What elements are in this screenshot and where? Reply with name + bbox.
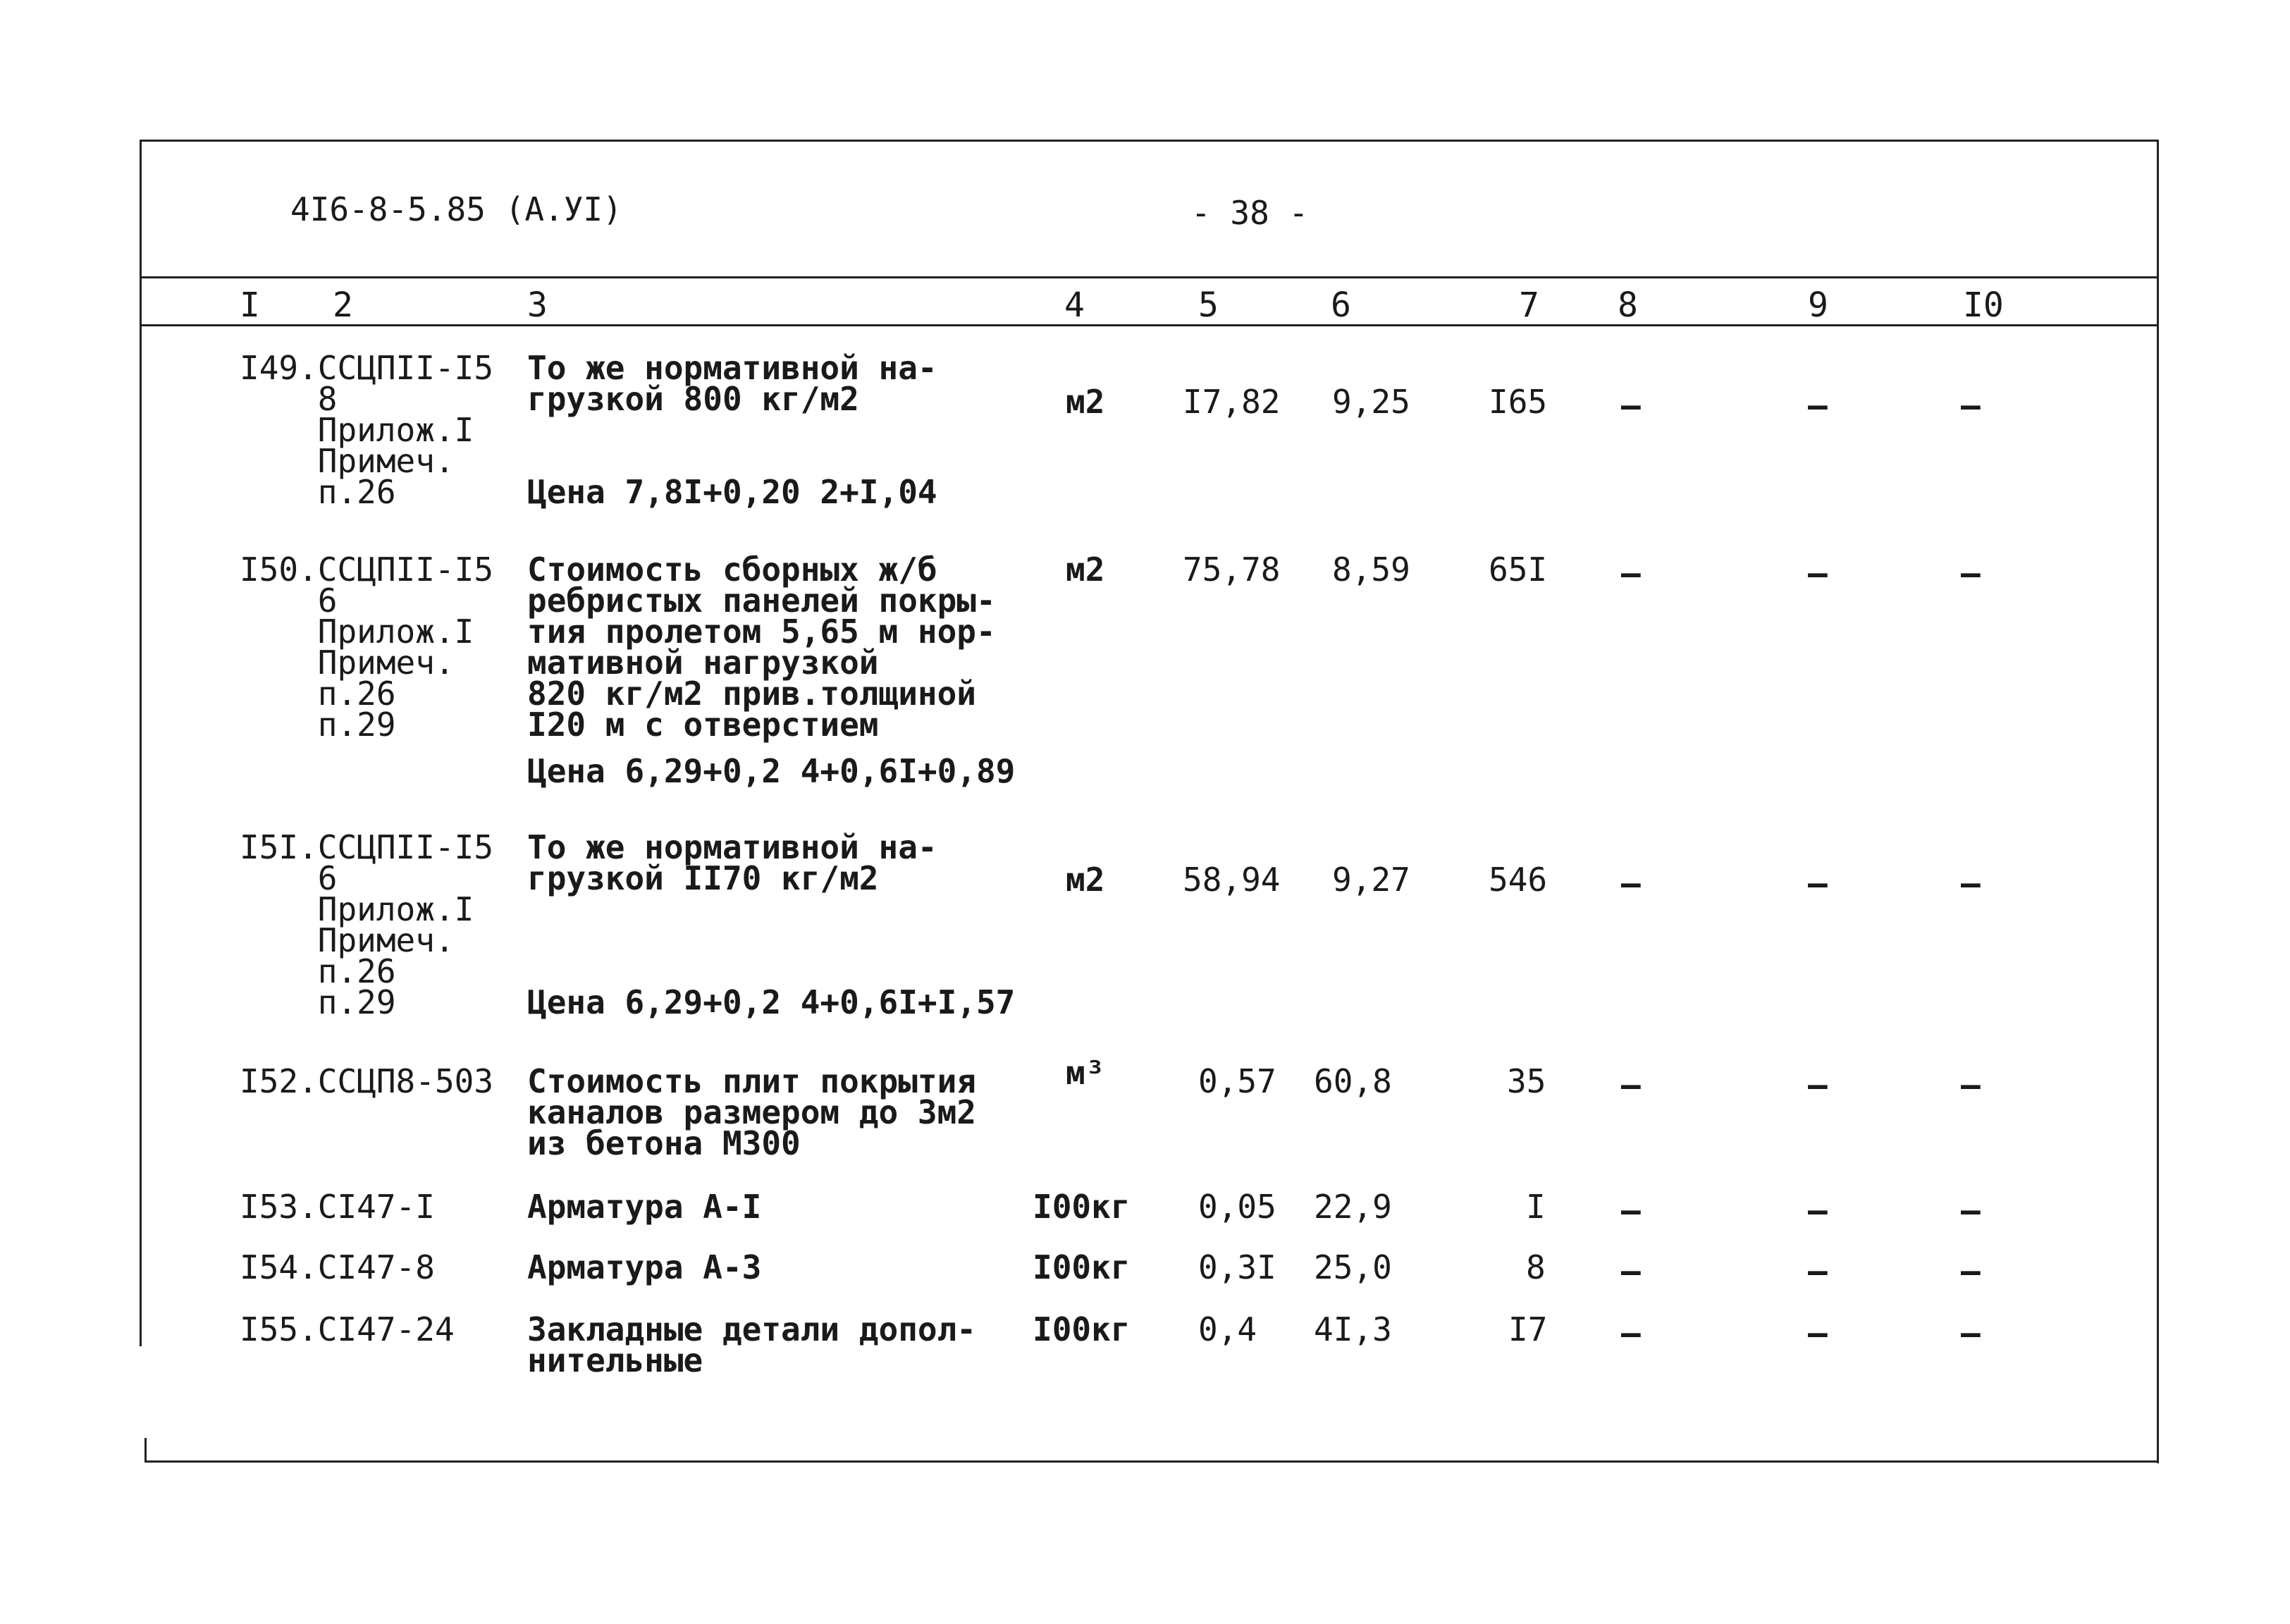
column-header-separator [140,324,2158,326]
row-151-description: То же нормативной на- грузкой II70 кг/м2 [527,828,937,897]
row-151-col6: 9,27 [1332,861,1410,899]
header-separator [140,276,2158,278]
row-149-col5: I7,82 [1183,383,1281,421]
row-152-col8: – [1621,1066,1641,1104]
row-153-col10: – [1961,1191,1981,1229]
row-154-code: I54.CI47-8 [240,1248,435,1286]
row-149-col7: I65 [1489,383,1548,421]
row-153-col8: – [1621,1191,1641,1229]
row-154-col8: – [1621,1252,1641,1290]
column-header-7: 7 [1519,285,1539,325]
row-153-code: I53.CI47-I [240,1188,435,1226]
frame-bottom-left-mark [144,1438,147,1463]
row-149-col10: – [1961,386,1981,424]
row-155-col8: – [1621,1314,1641,1352]
column-header-5: 5 [1198,285,1219,325]
row-150-col10: – [1961,554,1981,592]
column-header-10: I0 [1963,285,2004,325]
row-154-col6: 25,0 [1314,1248,1392,1286]
row-151-col10: – [1961,864,1981,902]
row-155-unit: I00кг [1033,1310,1131,1348]
row-154-col5: 0,3I [1198,1248,1276,1286]
row-150-col7: 65I [1489,550,1548,589]
document-code: 4I6-8-5.85 (A.УI) [290,190,622,228]
row-153-col5: 0,05 [1198,1188,1276,1226]
row-153-col7: I [1526,1188,1546,1226]
row-151-code: I5I.ССЦПII-I5 6 Прилож.I Примеч. п.26 п.29 [240,828,494,1021]
row-150-col5: 75,78 [1183,550,1281,589]
row-149-description: То же нормативной на- грузкой 800 кг/м2 [527,349,937,418]
column-header-8: 8 [1618,285,1638,325]
row-152-code: I52.ССЦП8-503 [240,1062,494,1100]
row-152-col6: 60,8 [1314,1062,1392,1100]
row-153-unit: I00кг [1033,1188,1131,1226]
row-152-col5: 0,57 [1198,1062,1276,1100]
row-150-col8: – [1621,554,1641,592]
row-152-unit: м³ [1066,1054,1105,1092]
row-152-col9: – [1808,1066,1828,1104]
row-151-col8: – [1621,864,1641,902]
row-152-col7: 35 [1507,1062,1546,1100]
frame-bottom [144,1460,2159,1463]
row-155-col9: – [1808,1314,1828,1352]
row-155-description: Закладные детали допол- нительные [527,1310,976,1379]
row-155-col7: I7 [1508,1310,1548,1348]
row-149-unit: м2 [1066,383,1105,421]
row-151-col9: – [1808,864,1828,902]
column-header-6: 6 [1331,285,1351,325]
row-151-unit: м2 [1066,861,1105,899]
row-155-col6: 4I,3 [1314,1310,1392,1348]
row-153-col9: – [1808,1191,1828,1229]
page-number: - 38 - [1191,194,1309,232]
column-header-4: 4 [1064,285,1085,325]
row-152-description: Стоимость плит покрытия каналов размером до 3м2 из бетона М300 [527,1062,976,1162]
row-155-code: I55.CI47-24 [240,1310,455,1348]
row-149-code: I49.ССЦПII-I5 8 Прилож.I Примеч. п.26 [240,349,494,511]
frame-left [140,140,142,1346]
row-149-col8: – [1621,386,1641,424]
row-155-col10: – [1961,1314,1981,1352]
row-154-col7: 8 [1526,1248,1546,1286]
row-151-col5: 58,94 [1183,861,1281,899]
column-header-3: 3 [527,285,548,325]
frame-top [140,140,2158,142]
row-153-description: Арматура А-I [527,1188,762,1226]
row-152-col10: – [1961,1066,1981,1104]
row-151-col7: 546 [1489,861,1548,899]
row-150-col6: 8,59 [1332,550,1410,589]
row-154-col10: – [1961,1252,1981,1290]
row-149-col6: 9,25 [1332,383,1410,421]
column-header-9: 9 [1808,285,1828,325]
row-153-col6: 22,9 [1314,1188,1392,1226]
row-151-price: Цена 6,29+0,2 4+0,6I+I,57 [527,983,1016,1021]
row-155-col5: 0,4 [1198,1310,1257,1348]
row-149-price: Цена 7,8I+0,20 2+I,04 [527,473,937,511]
column-header-2: 2 [333,285,353,325]
row-150-code: I50.ССЦПII-I5 6 Прилож.I Примеч. п.26 п.29 [240,550,494,744]
row-149-col9: – [1808,386,1828,424]
column-header-1: I [240,285,260,325]
row-150-col9: – [1808,554,1828,592]
row-150-description: Стоимость сборных ж/б ребристых панелей покры- тия пролетом 5,65 м нор- мативной нагрузкой 820 кг/м2 прив.толщиной I20 м с отверстием [527,550,996,744]
row-154-unit: I00кг [1033,1248,1131,1286]
row-150-price: Цена 6,29+0,2 4+0,6I+0,89 [527,752,1016,790]
row-150-unit: м2 [1066,550,1105,589]
frame-right [2157,140,2159,1463]
row-154-description: Арматура А-3 [527,1248,762,1286]
row-154-col9: – [1808,1252,1828,1290]
